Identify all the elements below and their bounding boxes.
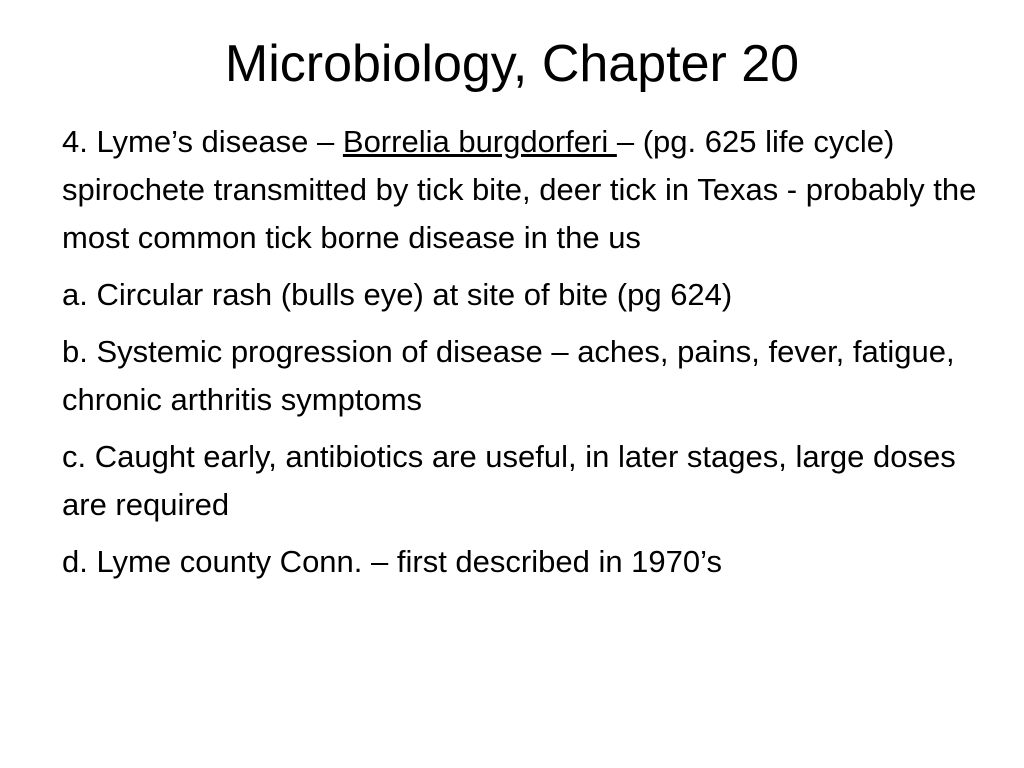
slide-title: Microbiology, Chapter 20 [224,35,800,93]
point-b: b. Systemic progression of disease – aches, pains, fever, fatigue, chronic arthritis symptoms [62,334,955,417]
organism-name: Borrelia burgdorferi [342,124,617,159]
slide-body [62,118,1002,595]
intro-paragraph [62,118,1002,262]
point-c: c. Caught early, antibiotics are useful, in later stages, large doses are required [62,439,956,522]
point-d: d. Lyme county Conn. – first described in 1970’s [62,544,722,579]
intro-prefix: 4. Lyme’s disease – [62,124,343,159]
intro-suffix: – (pg. 625 life cycle) spirochete transmitted by tick bite, deer tick in Texas - probably the most common tick borne disease in the us [62,124,977,255]
point-a: a. Circular rash (bulls eye) at site of bite (pg 624) [62,277,733,312]
